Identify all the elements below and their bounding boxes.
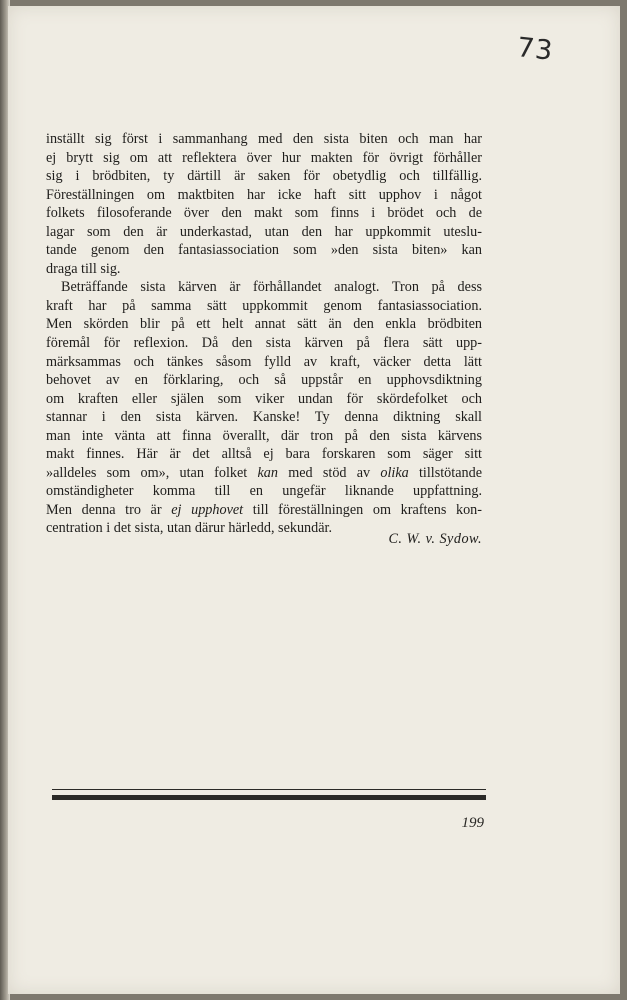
handwritten-folio-number: 73 — [515, 32, 555, 67]
author-signature: C. W. v. Sydow. — [388, 531, 482, 547]
text-line: draga till sig. — [46, 260, 121, 277]
text-line — [46, 464, 482, 483]
text-line: ej brytt sig om att reflektera över hur makten för övrigt förhåller — [46, 149, 482, 166]
text-line: om kraften eller själen som viker undan för skördefolket och — [46, 390, 482, 407]
text-line: föremål för reflexion. Då den sista kärven på flera sätt upp- — [46, 335, 482, 352]
text-line: sig i brödbiten, ty därtill är saken för obetydlig och tillfällig. — [46, 168, 482, 185]
emphasis-text: ej upphovet — [171, 501, 244, 518]
text-line: centration i det sista, utan därur härledd, sekundär. — [46, 520, 333, 537]
text-line: Men skörden blir på ett helt annat sätt än den enkla brödbiten — [46, 316, 482, 333]
text-line: omständigheter komma till en ungefär liknande uppfattning. — [46, 483, 482, 500]
text-line — [46, 501, 482, 520]
text-segment: till föreställningen om kraftens kon- — [243, 501, 482, 518]
text-line: folkets filosoferande över den makt som finns i brödet och de — [46, 205, 482, 222]
text-line: tande genom den fantasiassociation som »den sista biten» kan — [46, 242, 482, 259]
footer-rule-thin — [52, 789, 486, 790]
text-segment: »alldeles som om», utan folket — [46, 464, 258, 481]
text-segment: tillstötande — [408, 464, 482, 481]
text-line: stannar i den sista kärven. Kanske! Ty denna diktning skall — [46, 409, 482, 426]
text-line: märksammas och tänkes såsom fylld av kraft, väcker detta lätt — [46, 353, 482, 370]
text-line: makt finnes. Här är det alltså ej bara forskaren som säger sitt — [46, 446, 482, 463]
emphasis-text: kan — [257, 464, 278, 481]
text-line: man inte vänta att finna överallt, där tron på den sista kärvens — [46, 427, 482, 444]
text-segment: med stöd av — [277, 464, 381, 481]
text-line: behovet av en förklaring, och så uppstår en upphovsdiktning — [46, 372, 482, 389]
article-body — [46, 130, 482, 538]
emphasis-text: olika — [380, 464, 409, 481]
text-line: Föreställningen om maktbiten har icke haft sitt upphov i något — [46, 186, 482, 203]
text-line-paragraph-start: Beträffande sista kärven är förhållandet analogt. Tron på dess — [61, 279, 482, 296]
text-line: lagar som den är underkastad, utan den har uppkommit uteslu- — [46, 223, 482, 240]
footer-rule-thick — [52, 795, 486, 800]
text-line: inställt sig först i sammanhang med den sista biten och man har — [46, 131, 482, 147]
page-number: 199 — [461, 815, 484, 831]
text-line: kraft har på samma sätt uppkommit genom fantasiassociation. — [46, 297, 482, 314]
text-segment: Men denna tro är — [46, 501, 172, 518]
